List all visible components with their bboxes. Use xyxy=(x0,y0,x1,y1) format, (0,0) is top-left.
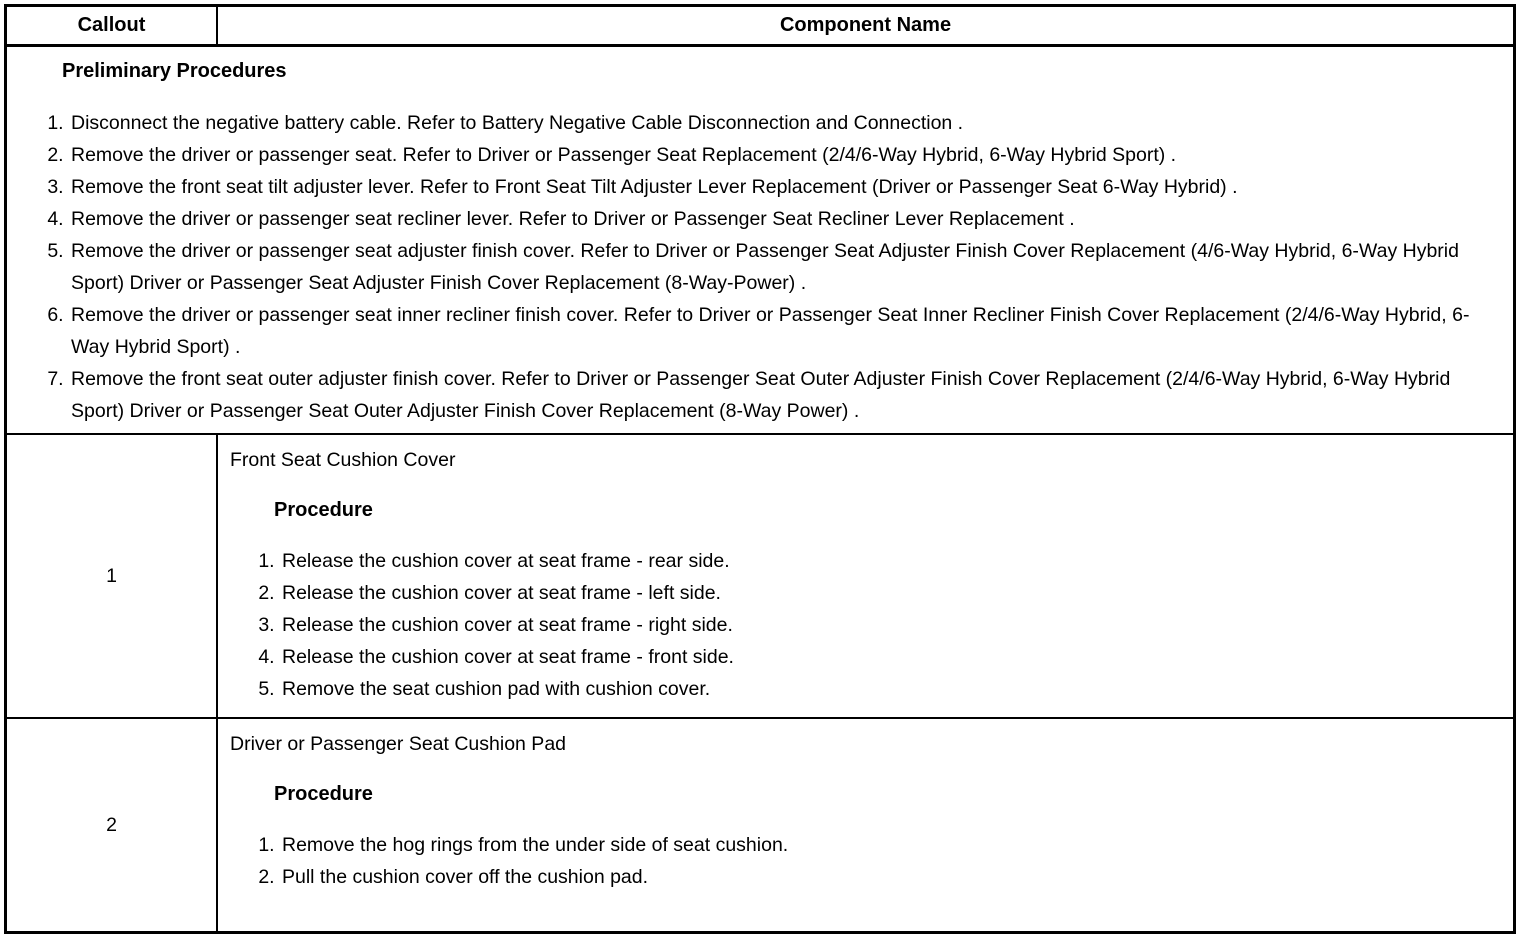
preliminary-procedures-section xyxy=(7,47,1513,435)
procedure-step: 1. Release the cushion cover at seat frame - rear side. xyxy=(280,545,1497,577)
preliminary-step-2: 2. Remove the driver or passenger seat. Refer to Driver or Passenger Seat Replacement (2/4/6-Way Hybrid, 6-Way Hybrid Sport) . xyxy=(69,139,1497,171)
preliminary-step-4: 4. Remove the driver or passenger seat recliner lever. Refer to Driver or Passenger Seat Recliner Lever Replacement . xyxy=(69,203,1497,235)
procedure-step: 2. Pull the cushion cover off the cushion pad. xyxy=(280,861,1497,893)
component-table xyxy=(4,4,1516,934)
procedure-step: 5. Remove the seat cushion pad with cushion cover. xyxy=(280,673,1497,705)
component-name-2: Driver or Passenger Seat Cushion Pad xyxy=(230,733,567,755)
table-row-seat-cushion-pad xyxy=(7,719,1513,931)
preliminary-step-1: 1. Disconnect the negative battery cable. Refer to Battery Negative Cable Disconnection and Connection . xyxy=(69,107,1497,139)
component-name-1: Front Seat Cushion Cover xyxy=(230,449,456,471)
procedure-step: 2. Release the cushion cover at seat frame - left side. xyxy=(280,577,1497,609)
callout-number-1: 1 xyxy=(7,435,218,717)
procedure-step: 1. Remove the hog rings from the under side of seat cushion. xyxy=(280,829,1497,861)
preliminary-step-6: 6. Remove the driver or passenger seat inner recliner finish cover. Refer to Driver or Passenger Seat Inner Recliner Finish Cover Replacement (2/4/6-Way Hybrid, 6-Way Hybrid Sport) . xyxy=(69,299,1497,363)
procedure-label-2: Procedure xyxy=(274,783,373,805)
callout-number-2: 2 xyxy=(7,719,218,931)
procedure-step: 4. Release the cushion cover at seat frame - front side. xyxy=(280,641,1497,673)
preliminary-step-3: 3. Remove the front seat tilt adjuster lever. Refer to Front Seat Tilt Adjuster Lever Replacement (Driver or Passenger Seat 6-Way Hybrid) . xyxy=(69,171,1497,203)
header-component-name: Component Name xyxy=(779,14,952,36)
preliminary-step-5: 5. Remove the driver or passenger seat adjuster finish cover. Refer to Driver or Passenger Seat Adjuster Finish Cover Replacement (4/6-Way Hybrid, 6-Way Hybrid Sport) Driver or Passenger Seat Adjuster Finish Cover Replacement (8-Way-Power) . xyxy=(69,235,1497,299)
header-callout: Callout xyxy=(7,7,218,44)
preliminary-procedures-title: Preliminary Procedures xyxy=(62,60,287,82)
procedure-step: 3. Release the cushion cover at seat frame - right side. xyxy=(280,609,1497,641)
procedure-steps-list-1 xyxy=(230,545,1497,705)
preliminary-step-7: 7. Remove the front seat outer adjuster finish cover. Refer to Driver or Passenger Seat Outer Adjuster Finish Cover Replacement (2/4/6-Way Hybrid, 6-Way Hybrid Sport) Driver or Passenger Seat Outer Adjuster Finish Cover Replacement (8-Way Power) . xyxy=(69,363,1497,427)
preliminary-steps-list xyxy=(7,107,1497,427)
procedure-steps-list-2 xyxy=(230,829,1497,893)
component-cell-1 xyxy=(218,435,1513,717)
component-cell-2 xyxy=(218,719,1513,931)
table-header-row xyxy=(7,7,1513,47)
procedure-label-1: Procedure xyxy=(274,499,373,521)
table-row-front-seat-cushion-cover xyxy=(7,435,1513,719)
